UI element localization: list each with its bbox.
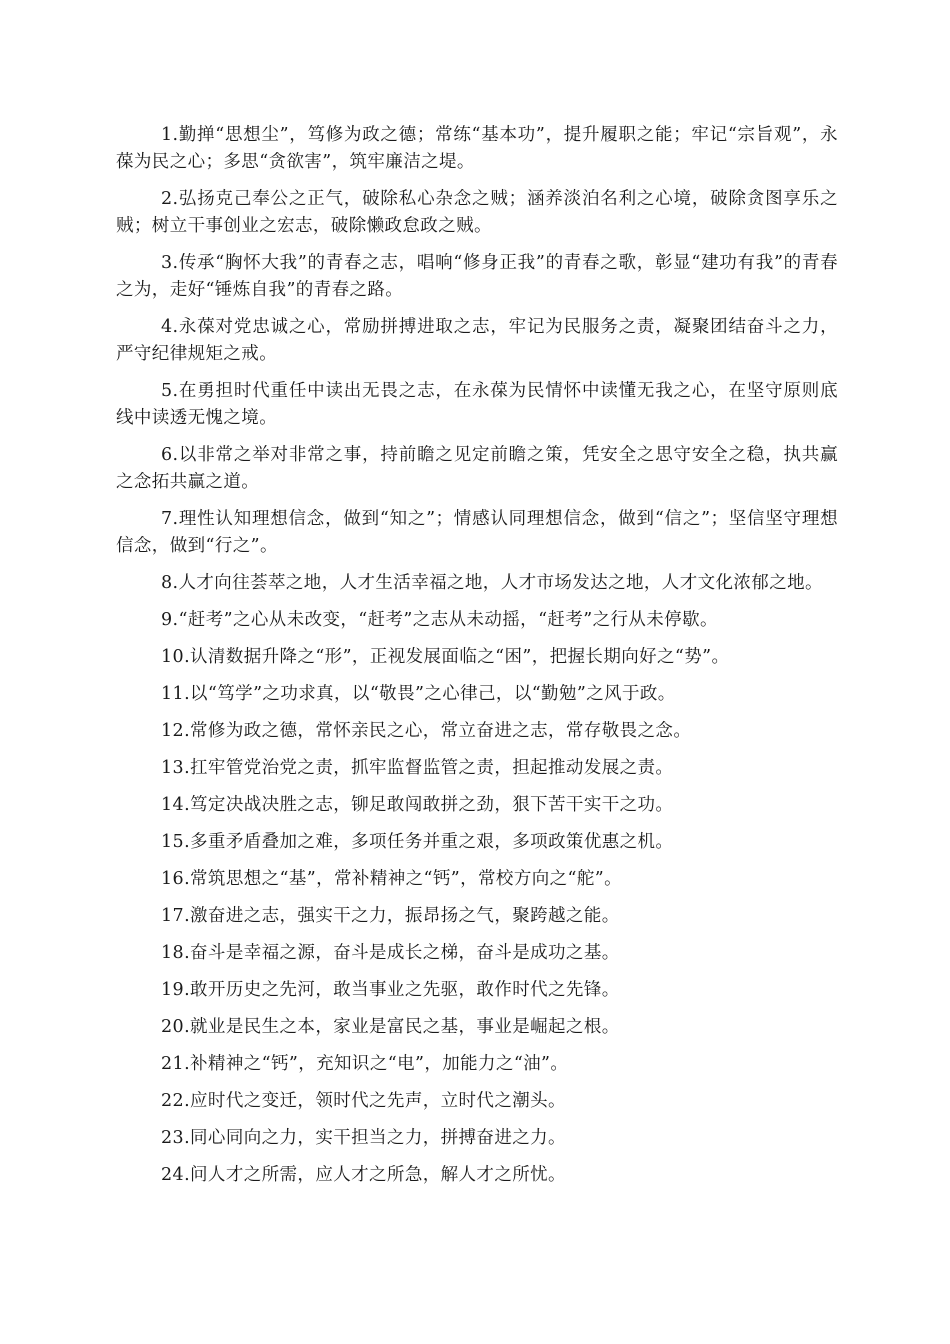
list-item: 21.补精神之“钙”，充知识之“电”，加能力之“油”。 bbox=[161, 1054, 569, 1074]
list-item: 24.问人才之所需，应人才之所急，解人才之所忧。 bbox=[161, 1165, 566, 1185]
list-item: 16.常筑思想之“基”，常补精神之“钙”，常校方向之“舵”。 bbox=[161, 869, 623, 889]
list-item: 11.以“笃学”之功求真，以“敬畏”之心律己，以“勤勉”之风于政。 bbox=[161, 684, 676, 704]
list-item: 10.认清数据升降之“形”，正视发展面临之“困”，把握长期向好之“势”。 bbox=[161, 647, 730, 667]
list-item: 4.永葆对党忠诚之心，常励拼搏进取之志，牢记为民服务之责，凝聚团结奋斗之力，严守纪律规矩之戒。 bbox=[116, 317, 838, 364]
list-item: 1.勤掸“思想尘”，笃修为政之德；常练“基本功”，提升履职之能；牢记“宗旨观”，永葆为民之心；多思“贪欲害”，筑牢廉洁之堤。 bbox=[116, 125, 838, 172]
list-item: 19.敢开历史之先河，敢当事业之先驱，敢作时代之先锋。 bbox=[161, 980, 620, 1000]
list-item: 18.奋斗是幸福之源，奋斗是成长之梯，奋斗是成功之基。 bbox=[161, 943, 620, 963]
list-item: 23.同心同向之力，实干担当之力，拼搏奋进之力。 bbox=[161, 1128, 566, 1148]
list-item: 7.理性认知理想信念，做到“知之”；情感认同理想信念，做到“信之”；坚信坚守理想信念，做到“行之”。 bbox=[116, 509, 838, 556]
list-item: 12.常修为政之德，常怀亲民之心，常立奋进之志，常存敬畏之念。 bbox=[161, 721, 692, 741]
list-item: 13.扛牢管党治党之责，抓牢监督监管之责，担起推动发展之责。 bbox=[161, 758, 674, 778]
list-item: 8.人才向往荟萃之地，人才生活幸福之地，人才市场发达之地，人才文化浓郁之地。 bbox=[161, 573, 823, 593]
list-item: 9.“赶考”之心从未改变，“赶考”之志从未动摇，“赶考”之行从未停歇。 bbox=[161, 610, 718, 630]
list-item: 20.就业是民生之本，家业是富民之基，事业是崛起之根。 bbox=[161, 1017, 620, 1037]
list-item: 17.激奋进之志，强实干之力，振昂扬之气，聚跨越之能。 bbox=[161, 906, 620, 926]
list-item: 6.以非常之举对非常之事，持前瞻之见定前瞻之策，凭安全之思守安全之稳，执共赢之念拓共赢之道。 bbox=[116, 445, 838, 492]
list-item: 14.笃定决战决胜之志，铆足敢闯敢拼之劲，狠下苦干实干之功。 bbox=[161, 795, 674, 815]
list-item: 22.应时代之变迁，领时代之先声，立时代之潮头。 bbox=[161, 1091, 566, 1111]
list-item: 5.在勇担时代重任中读出无畏之志，在永葆为民情怀中读懂无我之心，在坚守原则底线中读透无愧之境。 bbox=[116, 381, 838, 428]
list-item: 2.弘扬克己奉公之正气，破除私心杂念之贼；涵养淡泊名利之心境，破除贪图享乐之贼；树立干事创业之宏志，破除懒政怠政之贼。 bbox=[116, 189, 838, 236]
list-item: 3.传承“胸怀大我”的青春之志，唱响“修身正我”的青春之歌，彰显“建功有我”的青春之为，走好“锤炼自我”的青春之路。 bbox=[116, 253, 838, 300]
document-body bbox=[116, 122, 838, 1199]
list-item: 15.多重矛盾叠加之难，多项任务并重之艰，多项政策优惠之机。 bbox=[161, 832, 674, 852]
